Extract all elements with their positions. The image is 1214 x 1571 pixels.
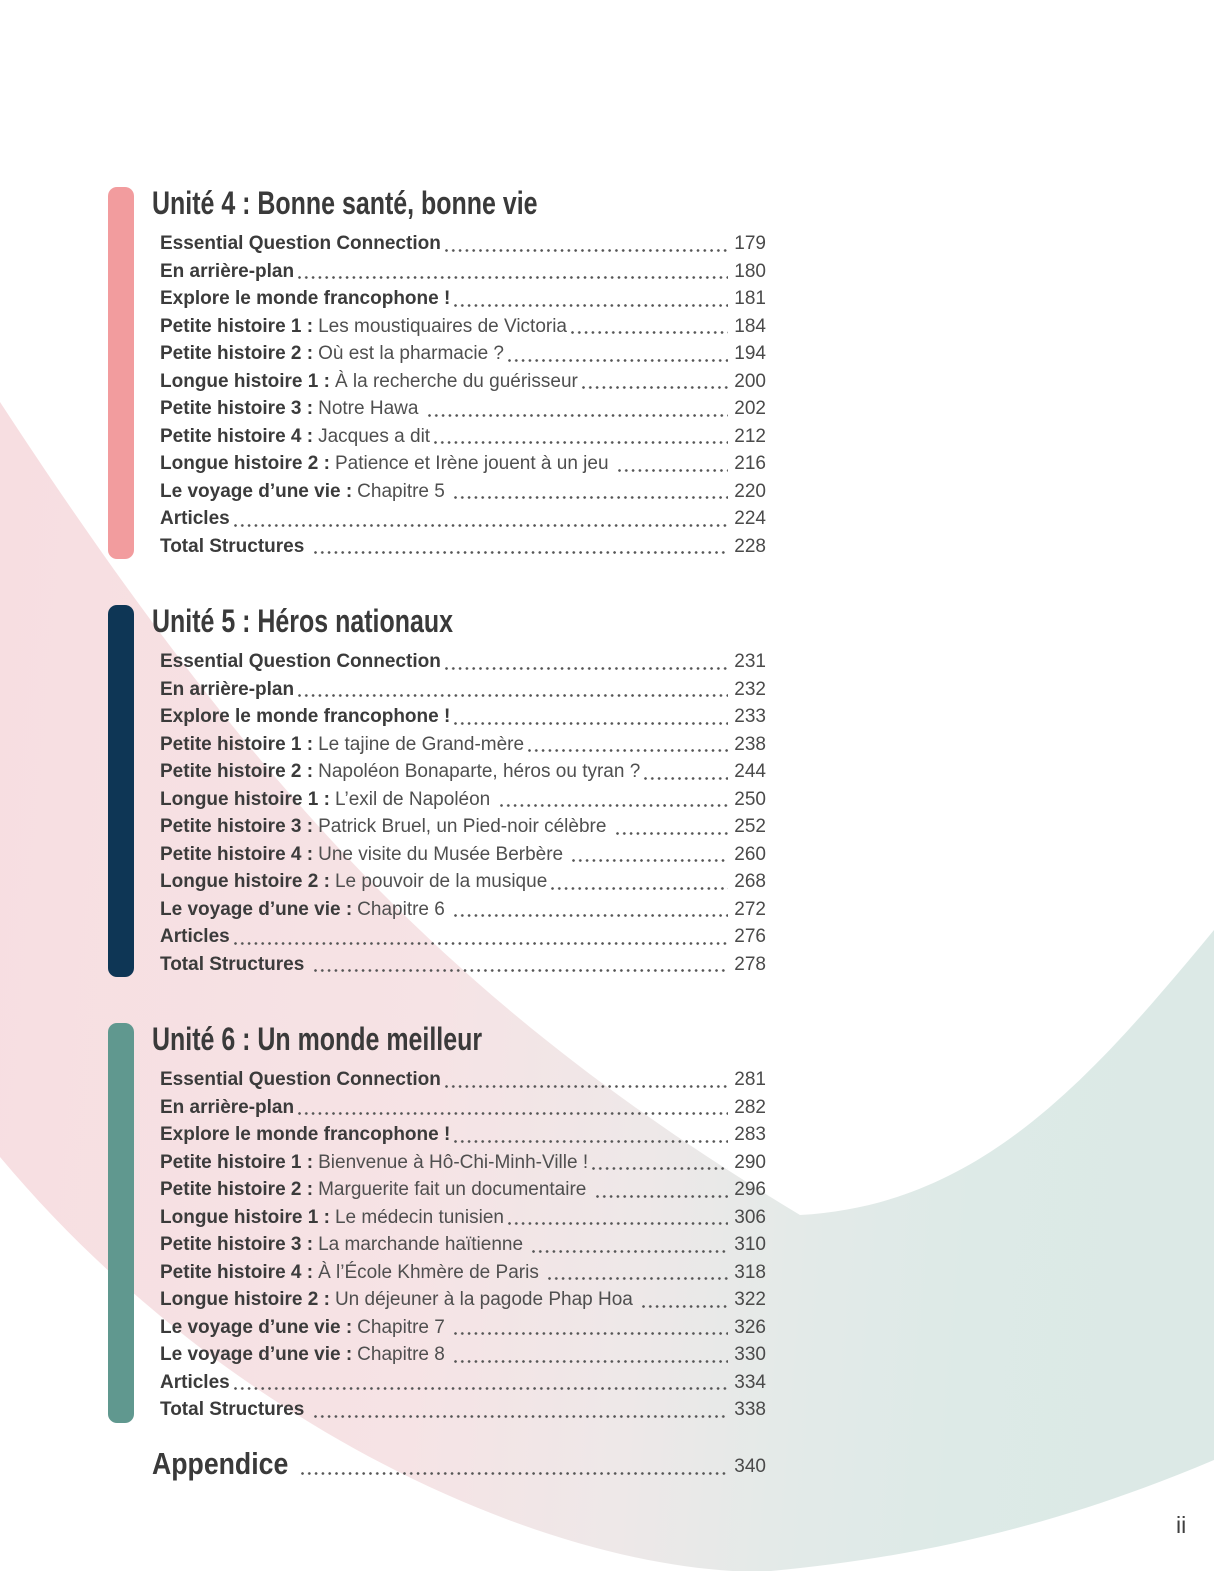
toc-entry-title: Chapitre 8 xyxy=(357,1344,451,1365)
dot-leader xyxy=(454,914,728,917)
toc-entry-page-number: 330 xyxy=(734,1344,766,1365)
unit-title-text: Unité 5 : Héros nationaux xyxy=(152,603,453,639)
toc-entry-page-number: 281 xyxy=(734,1069,766,1090)
dot-leader xyxy=(234,524,729,527)
unit-title xyxy=(152,186,770,221)
toc-entry-page-number: 326 xyxy=(734,1316,766,1338)
toc-entry-label: Longue histoire 1 : xyxy=(160,788,330,810)
toc-entry-title: Chapitre 5 xyxy=(357,480,451,502)
toc-entry xyxy=(160,758,766,786)
toc-entry-label: Petite histoire 3 : xyxy=(160,1234,314,1255)
toc-entry-label: Explore le monde francophone ! xyxy=(160,706,451,727)
toc-entry-page-number: 322 xyxy=(734,1289,766,1310)
toc-entry-page-number: 231 xyxy=(734,651,766,672)
toc-entry-page-number: 200 xyxy=(734,370,766,392)
toc-entry-page-number: 282 xyxy=(734,1096,766,1118)
toc-entry-label: Petite histoire 4 : xyxy=(160,1261,314,1283)
toc-entry-label: Total Structures xyxy=(160,953,310,975)
unit-accent-bar xyxy=(108,1023,134,1423)
toc-entry-page-number: 202 xyxy=(734,398,766,419)
toc-entry xyxy=(160,1094,766,1122)
dot-leader xyxy=(618,469,728,472)
dot-leader xyxy=(592,1167,728,1170)
toc-entry-label: Petite histoire 1 : xyxy=(160,1151,314,1173)
toc-entry xyxy=(160,423,766,451)
toc-entry-page-number: 179 xyxy=(734,233,766,254)
dot-leader xyxy=(428,414,729,417)
toc-entry-label: Essential Question Connection xyxy=(160,233,441,254)
toc-entry xyxy=(160,1396,766,1424)
dot-leader xyxy=(314,551,729,554)
toc-entry-title: Chapitre 7 xyxy=(357,1316,451,1338)
toc-entry-label: Petite histoire 2 : xyxy=(160,1179,314,1200)
toc-entry-label: En arrière-plan xyxy=(160,260,295,282)
unit-entries xyxy=(160,230,766,560)
toc-entry-label: Longue histoire 2 : xyxy=(160,1289,330,1310)
toc-entry xyxy=(160,868,766,896)
toc-entry xyxy=(160,731,766,759)
toc-entry-label: Essential Question Connection xyxy=(160,651,441,672)
appendix-label: Appendice xyxy=(152,1446,296,1481)
toc-entry-label: En arrière-plan xyxy=(160,678,295,700)
toc-entry xyxy=(160,258,766,286)
dot-leader xyxy=(454,1140,728,1143)
toc-entry-page-number: 283 xyxy=(734,1124,766,1145)
toc-entry-label: Explore le monde francophone ! xyxy=(160,1124,451,1145)
toc-entry-title: Le tajine de Grand-mère xyxy=(318,733,525,755)
dot-leader xyxy=(314,969,729,972)
toc-entry-title: Où est la pharmacie ? xyxy=(318,343,504,364)
toc-entry-title: Notre Hawa xyxy=(318,398,424,419)
toc-entry xyxy=(160,395,766,423)
toc-entry xyxy=(160,841,766,869)
dot-leader xyxy=(528,749,728,752)
toc-entry-label: Le voyage d’une vie : xyxy=(160,1316,353,1338)
toc-entry-title: Un déjeuner à la pagode Phap Hoa xyxy=(334,1289,639,1310)
dot-leader xyxy=(596,1195,729,1198)
toc-entry-page-number: 244 xyxy=(734,761,766,782)
toc-entry xyxy=(160,676,766,704)
toc-entry-title: À l’École Khmère de Paris xyxy=(318,1261,545,1283)
toc-entry-label: Explore le monde francophone ! xyxy=(160,288,451,309)
toc-entry-page-number: 276 xyxy=(734,926,766,947)
dot-leader xyxy=(572,859,728,862)
toc-entry xyxy=(160,285,766,313)
toc-entry xyxy=(160,230,766,258)
dot-leader xyxy=(298,694,728,697)
dot-leader xyxy=(454,1332,728,1335)
dot-leader xyxy=(454,722,728,725)
dot-leader xyxy=(532,1250,728,1253)
toc-entry-page-number: 290 xyxy=(734,1151,766,1173)
toc-entry-label: Petite histoire 2 : xyxy=(160,343,314,364)
toc-entry xyxy=(160,786,766,814)
toc-entry-label: Articles xyxy=(160,1371,230,1393)
toc-entry-label: Petite histoire 1 : xyxy=(160,315,314,337)
dot-leader xyxy=(500,804,729,807)
dot-leader xyxy=(314,1415,729,1418)
toc-entry-label: Total Structures xyxy=(160,535,310,557)
toc-entry-title: Jacques a dit xyxy=(318,425,431,447)
dot-leader xyxy=(445,1085,728,1088)
toc-entry xyxy=(160,1066,766,1094)
toc-entry-title: La marchande haïtienne xyxy=(318,1234,529,1255)
toc-entry-page-number: 220 xyxy=(734,480,766,502)
toc-entry-label: Longue histoire 2 : xyxy=(160,871,330,892)
toc-entry-page-number: 278 xyxy=(734,953,766,975)
toc-entry-page-number: 212 xyxy=(734,425,766,447)
toc-entry xyxy=(160,313,766,341)
unit-entries xyxy=(160,1066,766,1424)
toc-entry xyxy=(160,1314,766,1342)
toc-entry-label: Petite histoire 4 : xyxy=(160,843,314,865)
toc-entry-page-number: 194 xyxy=(734,343,766,364)
dot-leader xyxy=(454,1360,728,1363)
toc-entry xyxy=(160,1149,766,1177)
toc-entry-page-number: 318 xyxy=(734,1261,766,1283)
toc-entry xyxy=(160,1121,766,1149)
toc-entry-page-number: 224 xyxy=(734,508,766,529)
toc-entry-page-number: 260 xyxy=(734,843,766,865)
toc-entry-title: Les moustiquaires de Victoria xyxy=(318,315,568,337)
toc-entry-title: Une visite du Musée Berbère xyxy=(318,843,569,865)
toc-entry-page-number: 228 xyxy=(734,535,766,557)
toc-entry-page-number: 184 xyxy=(734,315,766,337)
toc-entry-title: Patience et Irène jouent à un jeu xyxy=(334,453,614,474)
unit-accent-bar xyxy=(108,187,134,559)
unit-section xyxy=(0,186,770,560)
toc-entry-page-number: 306 xyxy=(734,1206,766,1228)
toc-entry-page-number: 272 xyxy=(734,898,766,920)
toc-entry-page-number: 232 xyxy=(734,678,766,700)
dot-leader xyxy=(234,1387,729,1390)
toc-entry-appendix xyxy=(152,1444,766,1484)
toc-entry-label: Le voyage d’une vie : xyxy=(160,480,353,502)
unit-title xyxy=(152,1022,770,1057)
dot-leader xyxy=(434,441,728,444)
toc-entry-title: Chapitre 6 xyxy=(357,898,451,920)
toc-entry xyxy=(160,1369,766,1397)
dot-leader xyxy=(551,887,728,890)
toc-entry-label: Longue histoire 2 : xyxy=(160,453,330,474)
toc-entry-label: Petite histoire 3 : xyxy=(160,816,314,837)
toc-entry-page-number: 250 xyxy=(734,788,766,810)
unit-title-text: Unité 6 : Un monde meilleur xyxy=(152,1021,483,1057)
toc-entry-title: L’exil de Napoléon xyxy=(334,788,496,810)
toc-entry-label: Longue histoire 1 : xyxy=(160,370,330,392)
dot-leader xyxy=(548,1277,728,1280)
toc-entry-label: Petite histoire 1 : xyxy=(160,733,314,755)
toc-entry-title: Patrick Bruel, un Pied-noir célèbre xyxy=(318,816,612,837)
unit-accent-bar xyxy=(108,605,134,977)
toc-entry xyxy=(160,1341,766,1369)
toc-entry-title: Napoléon Bonaparte, héros ou tyran ? xyxy=(318,761,641,782)
toc-entry-page-number: 233 xyxy=(734,706,766,727)
dot-leader xyxy=(301,1472,728,1475)
toc-entry-page-number: 238 xyxy=(734,733,766,755)
toc-entry-title: Le médecin tunisien xyxy=(334,1206,504,1228)
toc-entry xyxy=(160,1176,766,1204)
toc-entry-page-number: 268 xyxy=(734,871,766,892)
toc-entry xyxy=(160,340,766,368)
toc-entry-title: Le pouvoir de la musique xyxy=(334,871,548,892)
unit-section xyxy=(0,1022,770,1424)
toc-entry xyxy=(160,896,766,924)
toc-entry-label: Total Structures xyxy=(160,1399,310,1420)
toc-entry-page-number: 252 xyxy=(734,816,766,837)
toc-entry-label: Le voyage d’une vie : xyxy=(160,898,353,920)
toc-entry-title: Bienvenue à Hô-Chi-Minh-Ville ! xyxy=(318,1151,589,1173)
toc-entry xyxy=(160,703,766,731)
toc-entry-page-number: 296 xyxy=(734,1179,766,1200)
toc-entry xyxy=(160,1286,766,1314)
dot-leader xyxy=(642,1305,728,1308)
toc-entry xyxy=(160,478,766,506)
dot-leader xyxy=(616,832,729,835)
toc-entry-label: En arrière-plan xyxy=(160,1096,295,1118)
dot-leader xyxy=(454,304,728,307)
toc-entry xyxy=(160,1259,766,1287)
dot-leader xyxy=(445,249,728,252)
unit-section xyxy=(0,604,770,978)
toc-entry-label: Petite histoire 2 : xyxy=(160,761,314,782)
dot-leader xyxy=(508,1222,728,1225)
toc-entry-label: Articles xyxy=(160,926,230,947)
dot-leader xyxy=(298,1112,728,1115)
toc-entry-label: Petite histoire 3 : xyxy=(160,398,314,419)
dot-leader xyxy=(644,777,728,780)
unit-title xyxy=(152,604,770,639)
toc-entry xyxy=(160,450,766,478)
toc-entry-page-number: 181 xyxy=(734,288,766,309)
unit-entries xyxy=(160,648,766,978)
toc-entry-page-number: 216 xyxy=(734,453,766,474)
dot-leader xyxy=(298,276,728,279)
toc-entry xyxy=(160,923,766,951)
toc-entry-label: Longue histoire 1 : xyxy=(160,1206,330,1228)
toc-entry-label: Essential Question Connection xyxy=(160,1069,441,1090)
dot-leader xyxy=(508,359,728,362)
footer-page-number: ii xyxy=(1176,1512,1187,1538)
toc-entry xyxy=(160,1204,766,1232)
toc-entry-page-number: 338 xyxy=(734,1399,766,1420)
toc-entry-title: À la recherche du guérisseur xyxy=(334,370,578,392)
toc-entry xyxy=(160,1231,766,1259)
dot-leader xyxy=(454,496,728,499)
toc-entry-label: Articles xyxy=(160,508,230,529)
toc-entry-page-number: 334 xyxy=(734,1371,766,1393)
toc-entry xyxy=(160,648,766,676)
toc-entry-page-number: 310 xyxy=(734,1234,766,1255)
toc-entry-title: Marguerite fait un documentaire xyxy=(318,1179,592,1200)
toc-entry xyxy=(160,951,766,979)
toc-entry xyxy=(160,533,766,561)
dot-leader xyxy=(234,942,729,945)
toc-entry-page-number: 180 xyxy=(734,260,766,282)
toc-entry-label: Petite histoire 4 : xyxy=(160,425,314,447)
toc-entry xyxy=(160,813,766,841)
dot-leader xyxy=(582,386,728,389)
toc-entry-label: Le voyage d’une vie : xyxy=(160,1344,353,1365)
toc-entry xyxy=(160,368,766,396)
dot-leader xyxy=(445,667,728,670)
appendix-page-number: 340 xyxy=(734,1456,766,1477)
unit-title-text: Unité 4 : Bonne santé, bonne vie xyxy=(152,185,538,221)
dot-leader xyxy=(571,331,728,334)
toc-entry xyxy=(160,505,766,533)
